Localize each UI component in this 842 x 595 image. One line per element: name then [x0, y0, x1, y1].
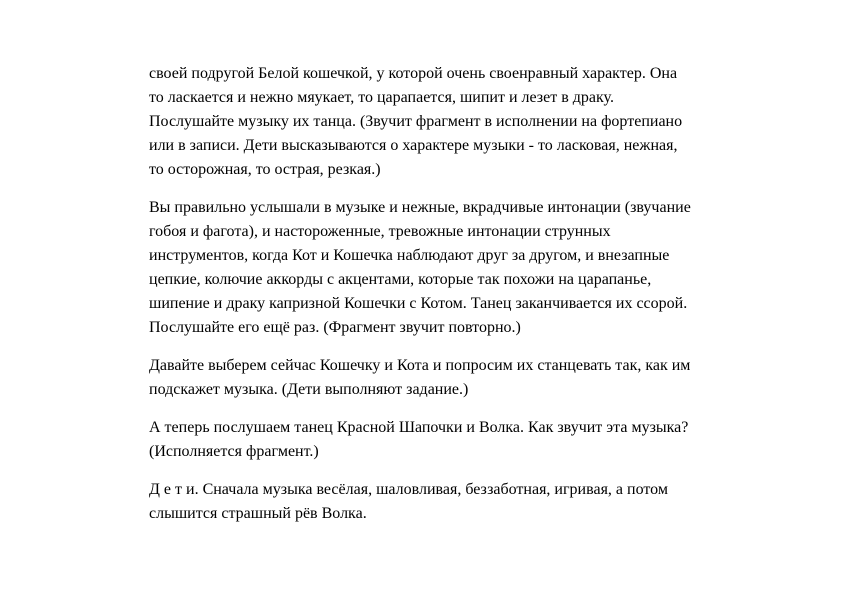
text-line: цепкие, колючие аккорды с акцентами, которые так похожи на царапанье,: [149, 271, 652, 288]
text-line: или в записи. Дети высказываются о характере музыки - то ласковая, нежная,: [149, 137, 678, 154]
text-line: Д е т и. Сначала музыка весёлая, шаловливая, беззаботная, игривая, а потом: [149, 481, 668, 498]
text-line: то ласкается и нежно мяукает, то царапается, шипит и лезет в драку.: [149, 89, 614, 106]
text-line: подскажет музыка. (Дети выполняют задание.): [149, 381, 469, 398]
document-body: [149, 62, 789, 540]
text-line: гобоя и фагота), и настороженные, тревожные интонации струнных: [149, 223, 611, 240]
paragraph-3: [149, 354, 789, 402]
text-line: Вы правильно услышали в музыке и нежные, вкрадчивые интонации (звучание: [149, 199, 691, 216]
text-line: А теперь послушаем танец Красной Шапочки и Волка. Как звучит эта музыка?: [149, 419, 689, 436]
text-line: то осторожная, то острая, резкая.): [149, 161, 381, 178]
text-line: своей подругой Белой кошечкой, у которой очень своенравный характер. Она: [149, 65, 678, 82]
paragraph-5: [149, 478, 789, 526]
text-line: Послушайте его ещё раз. (Фрагмент звучит повторно.): [149, 319, 521, 336]
text-line: Давайте выберем сейчас Кошечку и Кота и попросим их станцевать так, как им: [149, 357, 691, 374]
text-line: слышится страшный рёв Волка.: [149, 505, 367, 522]
paragraph-1: [149, 62, 789, 182]
paragraph-4: [149, 416, 789, 464]
paragraph-2: [149, 196, 789, 340]
text-line: инструментов, когда Кот и Кошечка наблюдают друг за другом, и внезапные: [149, 247, 670, 264]
text-line: (Исполняется фрагмент.): [149, 443, 319, 460]
text-line: Послушайте музыку их танца. (Звучит фрагмент в исполнении на фортепиано: [149, 113, 683, 130]
text-line: шипение и драку капризной Кошечки с Котом. Танец заканчивается их ссорой.: [149, 295, 688, 312]
